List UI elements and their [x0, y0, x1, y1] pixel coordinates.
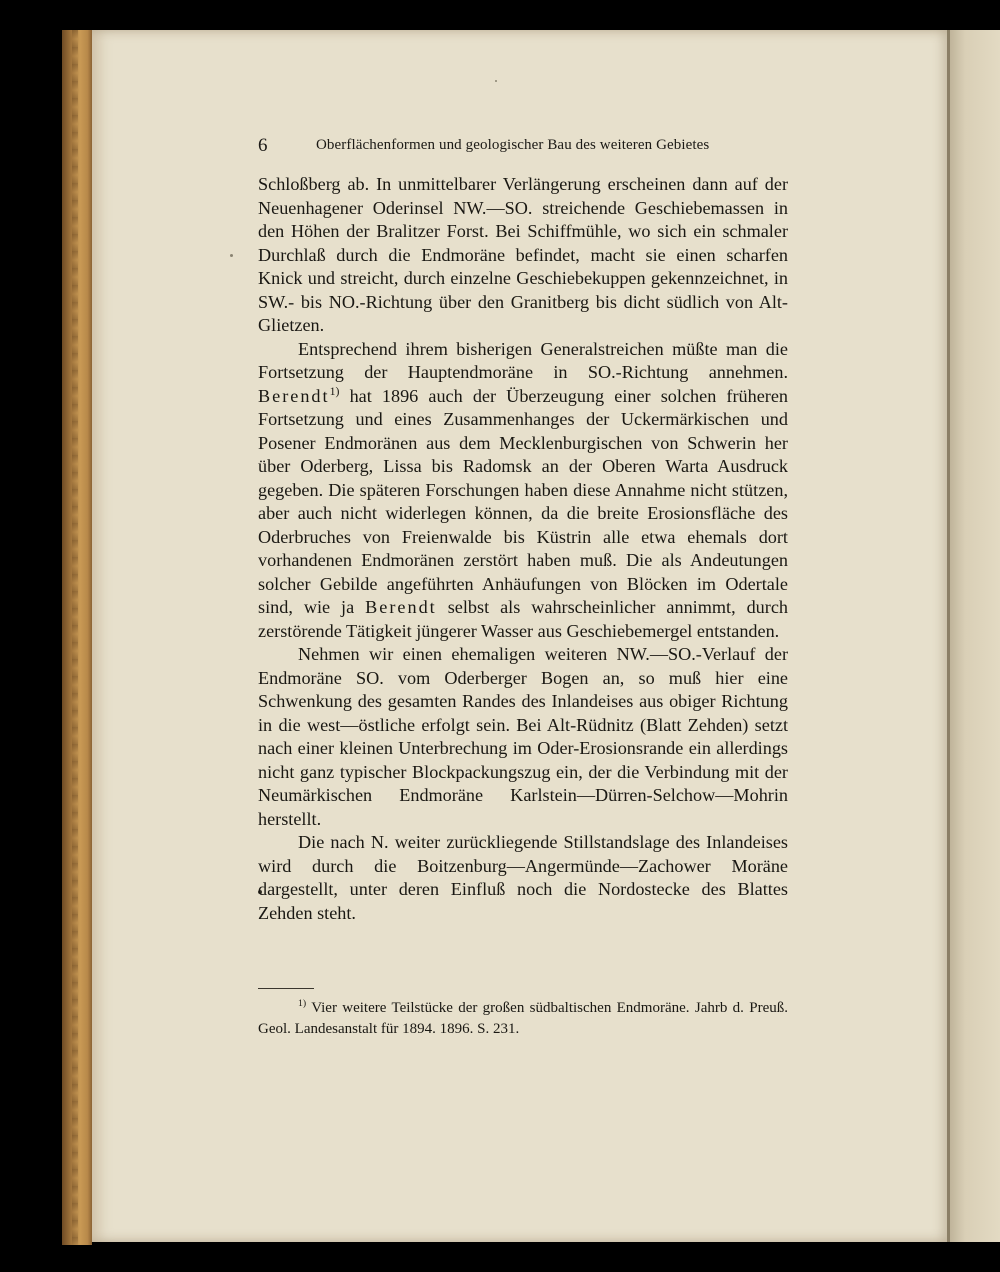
body-text: [258, 173, 788, 925]
footnote-marker-number: 1): [298, 998, 307, 1009]
paragraph-4: Die nach N. weiter zurückliegende Stillstandslage des Inlandeises wird durch die Boitzenburg—Angermünde—Zachower Moräne dargestellt, unter deren Einfluß noch die Nordostecke des Blattes Zehden steht.: [258, 832, 788, 923]
paragraph-2: [258, 338, 788, 644]
adjacent-page-edge: [950, 30, 1000, 1242]
paragraph-3: Nehmen wir einen ehemaligen weiteren NW.—SO.-Verlauf der Endmoräne SO. vom Oderberger Bogen an, so muß hier eine Schwenkung des gesamten Randes des Inlandeises aus obiger Richtung in die west—östliche erfolgt sein. Bei Alt-Rüdnitz (Blatt Zehden) setzt nach einer kleinen Unterbrechung im Oder-Erosionsrande ein allerdings nicht ganz typischer Blockpackungszug ein, der die Verbindung mit der Neumärkischen Endmoräne Karlstein—Dürren-Selchow—Mohrin herstellt.: [258, 644, 788, 829]
paragraph-2-text-c: selbst als wahrscheinlicher annimmt, durch zerstörende Tätigkeit jüngerer Wasser aus Geschiebemergel entstanden.: [258, 597, 788, 641]
footnote: [258, 998, 788, 1040]
footnote-divider: [258, 988, 314, 989]
paper-speck: [230, 254, 233, 257]
paper-speck: [495, 80, 497, 82]
author-name: Berendt: [365, 597, 437, 617]
footnote-marker: [258, 1000, 306, 1016]
footnote-reference: 1): [329, 383, 340, 398]
book-binding: [62, 30, 92, 1245]
paragraph-2-text-a: Entsprechend ihrem bisherigen Generalstreichen müßte man die Fortsetzung der Hauptendmoräne in SO.-Richtung annehmen.: [258, 338, 788, 382]
author-name: Berendt: [258, 385, 330, 406]
footnote-text: Vier weitere Teilstücke der großen südbaltischen Endmoräne. Jahrb d. Preuß. Geol. Landesanstalt für 1894. 1896. S. 231.: [258, 1000, 788, 1037]
page-number: 6: [258, 135, 268, 156]
paragraph-2-text-b: hat 1896 auch der Überzeugung einer solchen früheren Fortsetzung und eines Zusammenhanges der Uckermärkischen und Posener Endmoränen aus dem Mecklenburgischen von Schwerin her über Oderberg, Lissa bis Radomsk an der Oberen Warta Ausdruck gegeben. Die späteren Forschungen haben diese Annahme nicht stützen, aber auch nicht widerlegen können, da die breite Erosionsfläche des Oderbruches von Freienwalde bis Küstrin alle etwa ehemals dort vorhandenen Endmoränen zerstört haben muß. Die als Andeutungen solcher Gebilde angeführten Anhäufungen von Blöcken im Odertale sind, wie ja: [258, 385, 789, 617]
running-head: Oberflächenformen und geologischer Bau des weiteren Gebietes: [316, 137, 710, 153]
paragraph-1: Schloßberg ab. In unmittelbarer Verlängerung erscheinen dann auf der Neuenhagener Oderinsel NW.—SO. streichende Geschiebemassen in den Höhen der Bralitzer Forst. Bei Schiffmühle, wo sich ein schmaler Durchlaß durch die Endmoräne befindet, macht sie einen scharfen Knick und streicht, durch einzelne Geschiebekuppen gekennzeichnet, in SW.- bis NO.-Richtung über den Granitberg bis dicht südlich von Alt-Glietzen.: [258, 174, 788, 335]
